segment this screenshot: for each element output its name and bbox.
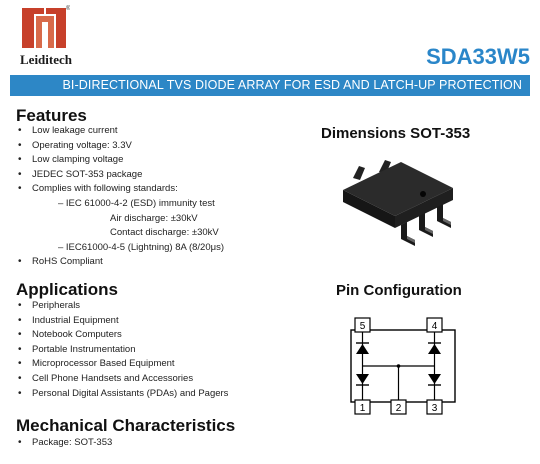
pin-4-label: 4 [431,321,438,332]
pin-1-label: 1 [359,403,366,414]
applications-heading: Applications [16,280,119,299]
list-subitem: – IEC 61000-4-2 (ESD) immunity test [58,197,215,209]
list-item: • Personal Digital Assistants (PDAs) and Pagers [18,387,228,402]
list-item: • Industrial Equipment [18,314,228,329]
features-heading: Features [16,106,87,125]
list-subitem: – IEC61000-4-5 (Lightning) 8A (8/20μs) [58,241,225,253]
list-item: • Low clamping voltage [18,153,224,168]
list-item: • Package: SOT-353 [18,436,112,451]
features-list [18,124,224,270]
list-subitem: Contact discharge: ±30kV [110,227,219,239]
leiditech-logo-icon [18,4,70,50]
list-item: • Cell Phone Handsets and Accessories [18,372,228,387]
mechanical-list [18,436,112,451]
pin-config-heading: Pin Configuration [336,282,462,299]
mechanical-heading: Mechanical Characteristics [16,416,236,435]
pin-5-label: 5 [359,321,366,332]
title-banner: BI-DIRECTIONAL TVS DIODE ARRAY FOR ESD AND LATCH-UP PROTECTION [10,75,530,96]
registered-mark: ® [66,6,70,12]
brand-logo [10,4,80,68]
list-subitem: Air discharge: ±30kV [110,212,198,224]
list-item: • Low leakage current [18,124,224,139]
brand-name: Leiditech [20,52,72,67]
dimensions-heading: Dimensions SOT-353 [321,125,471,142]
list-item: • Peripherals [18,299,228,314]
pin-2-label: 2 [395,403,402,414]
list-item: • Operating voltage: 3.3V [18,139,224,154]
sot353-package-icon [335,148,465,248]
list-item: • Notebook Computers [18,328,228,343]
list-item: • Portable Instrumentation [18,343,228,358]
applications-list [18,299,228,401]
pin-configuration-diagram [348,310,458,427]
list-item: • Complies with following standards: [18,182,224,197]
list-item: • JEDEC SOT-353 package [18,168,224,183]
sot353-package-image [335,148,465,253]
part-number: SDA33W5 [426,44,530,69]
pin-schematic-icon [348,310,458,422]
pin-3-label: 3 [431,403,438,414]
list-item: • RoHS Compliant [18,255,224,270]
list-item: • Microprocessor Based Equipment [18,357,228,372]
